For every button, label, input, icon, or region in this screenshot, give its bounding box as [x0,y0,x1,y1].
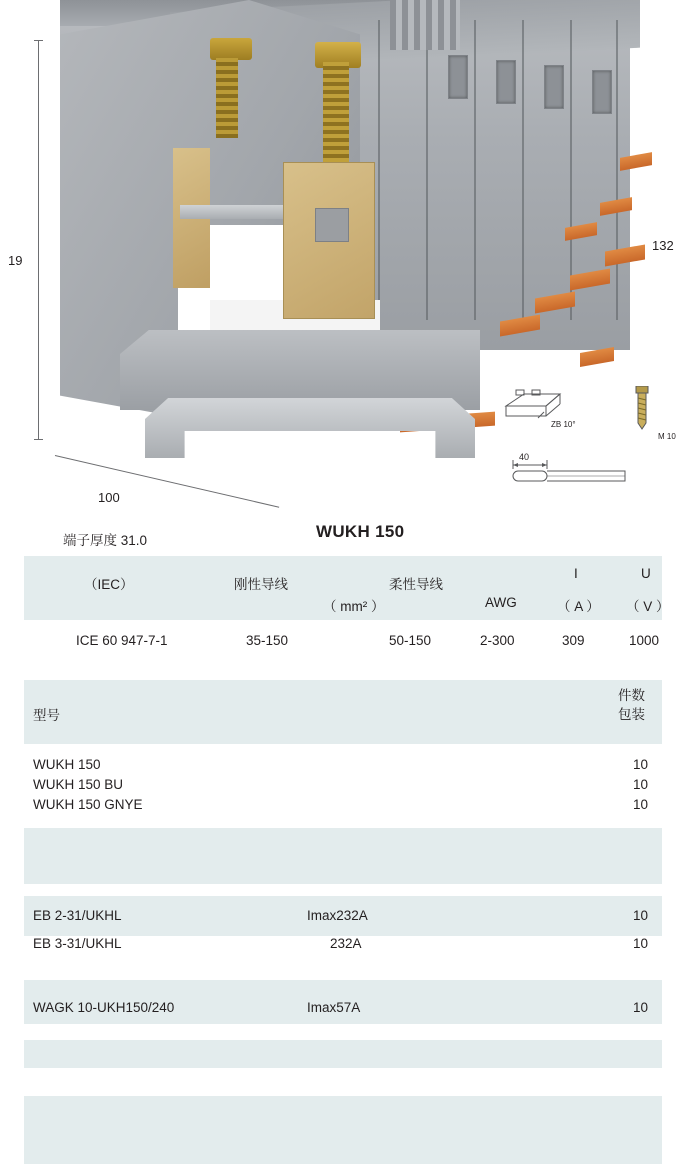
spec-header-current: I [574,566,578,581]
spec-value-flexible: 50-150 [389,633,432,648]
spec-value-awg: 2-300 [480,633,515,648]
spec-value-voltage: 1000 [629,633,660,648]
order-table-header-band [24,680,662,744]
clip-icon-label: ZB 10° [551,420,576,429]
terminal-thickness-label: 端子厚度 31.0 [63,533,148,548]
accessory-row-note-2: Imax57A [307,1000,361,1015]
product-illustration-area [0,0,686,548]
order-table-spacer-band [24,828,662,884]
product-title: WUKH 150 [316,522,405,541]
accessory-row-pack-2: 10 [633,1000,649,1015]
accessory-row-model-2: WAGK 10-UKH150/240 [33,1000,175,1015]
accessory-row-model-1: EB 3-31/UKHL [33,936,122,951]
dimension-label-width: 100 [98,490,120,505]
spec-header-awg: AWG [485,595,517,610]
spec-header-rigid: 刚性导线 [234,577,288,592]
order-row-pack-2: 10 [633,797,649,812]
spec-header-current-unit: （ A ） [557,599,600,614]
accessory-row-model-0: EB 2-31/UKHL [33,908,122,923]
spec-header-flexible: 柔性导线 [389,577,443,592]
strip-length-label: 40 [519,452,530,462]
order-header-pack-line2: 包装 [618,707,645,722]
spec-header-unit: （ mm² ） [323,599,385,614]
order-row-model-1: WUKH 150 BU [33,777,124,792]
spec-header-voltage-unit: （ V ） [626,599,670,614]
order-row-pack-0: 10 [633,757,649,772]
order-header-model: 型号 [33,708,60,723]
screw-icon [630,386,654,437]
dimension-label-depth: 132 [652,238,674,253]
accessory-row-note-1: 232A [330,936,362,951]
spec-value-standard: ICE 60 947-7-1 [76,633,168,648]
screw-icon-label: M 10 [658,432,676,441]
order-row-model-2: WUKH 150 GNYE [33,797,143,812]
order-row-pack-1: 10 [633,777,649,792]
trailing-band-1 [24,1096,662,1164]
spec-value-rigid: 35-150 [246,633,289,648]
order-header-pack-line1: 件数 [618,688,645,703]
spec-value-current: 309 [562,633,585,648]
dimension-line-vertical [38,40,39,440]
terminal-block-drawing [60,0,660,470]
accessory-row-pack-0: 10 [633,908,649,923]
spec-header-voltage: U [641,566,651,581]
order-row-model-0: WUKH 150 [33,757,101,772]
accessory-row-pack-1: 10 [633,936,649,951]
accessory-row-note-0: Imax232A [307,908,368,923]
dimension-label-height: 19 [8,253,23,268]
trailing-band-0 [24,1040,662,1068]
spec-header-standard: （IEC） [84,577,134,592]
